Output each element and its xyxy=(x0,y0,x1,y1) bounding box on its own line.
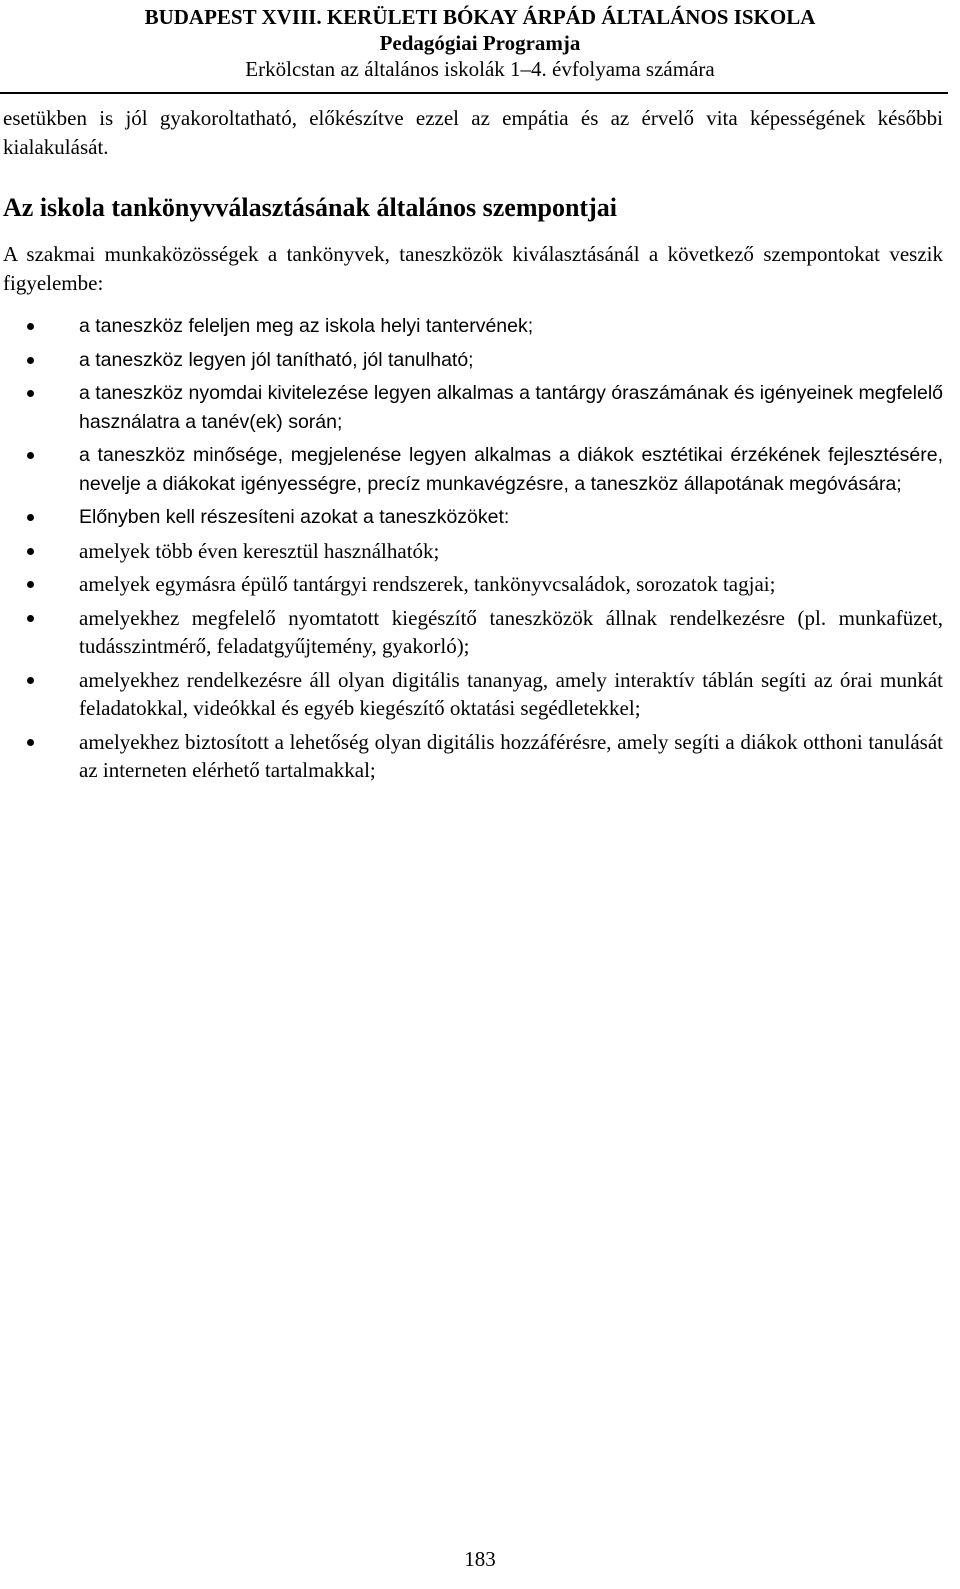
bullet-icon xyxy=(27,452,34,459)
list-item xyxy=(3,441,943,498)
page-number: 183 xyxy=(464,1547,496,1571)
list-item-text: amelyekhez biztosított a lehetőség olyan digitális hozzáférésre, amely segíti a diákok otthoni tanulását az interneten elérhető tartalmakkal; xyxy=(79,729,943,782)
document-subtitle: Erkölcstan az általános iskolák 1–4. évfolyama számára xyxy=(245,57,715,81)
bullet-icon xyxy=(27,357,34,364)
list-item-text: a taneszköz legyen jól tanítható, jól tanulható; xyxy=(79,348,474,371)
section-heading: Az iskola tankönyvválasztásának általános szempontjai xyxy=(3,193,617,222)
list-item-text: amelyek egymásra épülő tantárgyi rendszerek, tankönyvcsaládok, sorozatok tagjai; xyxy=(79,572,776,596)
list-item xyxy=(3,379,943,436)
list-item xyxy=(3,728,943,785)
list-item xyxy=(3,346,943,375)
section-paragraph: A szakmai munkaközösségek a tankönyvek, taneszközök kiválasztásánál a következő szempontokat veszik figyelembe: xyxy=(3,242,943,295)
header-divider xyxy=(0,92,948,94)
bullet-icon xyxy=(27,390,34,397)
list-item-text: Előnyben kell részesíteni azokat a taneszközöket: xyxy=(79,506,510,528)
list-item xyxy=(3,666,943,723)
list-item xyxy=(3,503,943,532)
page-content xyxy=(3,104,943,790)
bullet-icon xyxy=(27,739,34,746)
list-item-text: a taneszköz minősége, megjelenése legyen alkalmas a diákok esztétikai érzékének fejlesztésére, nevelje a diákokat igényességre, precíz munkavégzésre, a taneszköz állapotának megóvására; xyxy=(79,444,943,495)
document-title: Pedagógiai Programja xyxy=(379,31,581,55)
bullet-icon xyxy=(27,581,34,588)
bullet-icon xyxy=(27,615,34,622)
bullet-icon xyxy=(27,548,34,555)
list-item xyxy=(3,312,943,341)
list-item xyxy=(3,537,943,566)
school-name: BUDAPEST XVIII. KERÜLETI BÓKAY ÁRPÁD ÁLTALÁNOS ISKOLA xyxy=(144,5,816,29)
list-item-text: a taneszköz feleljen meg az iskola helyi tantervének; xyxy=(79,315,534,337)
list-item-text: amelyekhez rendelkezésre áll olyan digitális tananyag, amely interaktív táblán segíti az órai munkát feladatokkal, videókkal és egyéb kiegészítő oktatási segédletekkel; xyxy=(79,667,943,720)
page-header xyxy=(0,4,960,82)
list-item-text: amelyekhez megfelelő nyomtatott kiegészítő taneszközök állnak rendelkezésre (pl. munkafüzet, tudásszintmérő, feladatgyűjtemény, gyakorló); xyxy=(79,605,943,658)
list-item xyxy=(3,604,943,661)
list-item-text: amelyek több éven keresztül használhatók; xyxy=(79,538,440,563)
intro-paragraph: esetükben is jól gyakoroltatható, előkészítve ezzel az empátia és az érvelő vita képességének későbbi kialakulását. xyxy=(3,106,943,159)
criteria-list xyxy=(3,312,943,785)
bullet-icon xyxy=(27,323,34,330)
bullet-icon xyxy=(27,514,34,521)
bullet-icon xyxy=(27,677,34,684)
list-item-text: a taneszköz nyomdai kivitelezése legyen alkalmas a tantárgy óraszámának és igényeinek megfelelő használatra a tanév(ek) során; xyxy=(79,382,943,433)
list-item xyxy=(3,570,943,599)
